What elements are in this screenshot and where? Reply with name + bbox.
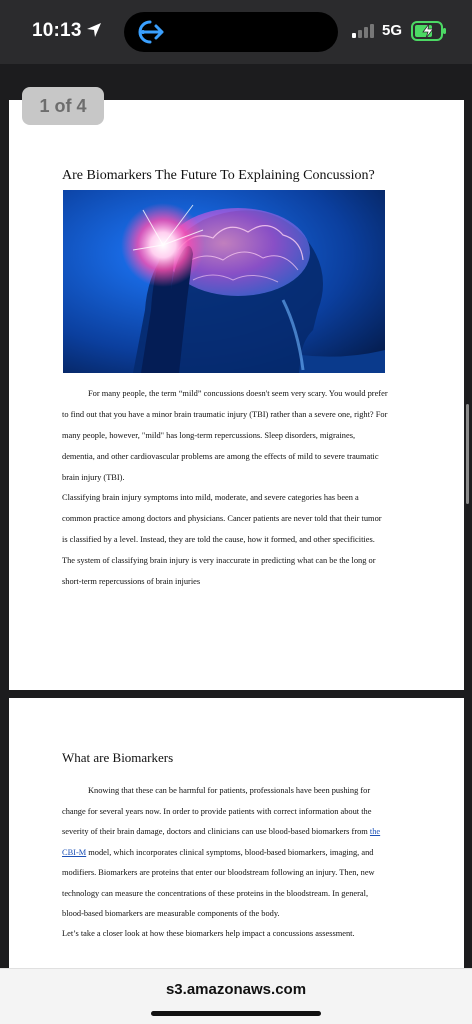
browser-address-bar[interactable]	[0, 968, 472, 1024]
section-heading: What are Biomarkers	[62, 750, 174, 765]
page-indicator: 1 of 4	[22, 87, 104, 125]
text-line: dementia, and other cardiovascular problems are among the effects of mild to severe traumatic	[62, 452, 379, 461]
document-page-2[interactable]	[9, 698, 464, 968]
url-text[interactable]: s3.amazonaws.com	[165, 981, 307, 998]
scrollbar-thumb[interactable]	[466, 404, 469, 504]
text-line: Classifying brain injury symptoms into mild, moderate, and severe categories has been a	[62, 493, 359, 502]
text-line: common practice among doctors and physicians. Cancer patients are never told that their tumor	[62, 514, 382, 523]
text-line: to find out that you have a minor brain traumatic injury (TBI) rather than a severe one, right? For	[62, 410, 388, 419]
battery-charging-icon	[411, 21, 447, 41]
text-line: brain injury (TBI).	[62, 473, 125, 482]
text-line: Let’s take a closer look at how these biomarkers help impact a concussions assessment.	[62, 929, 355, 938]
page-title: Are Biomarkers The Future To Explaining Concussion?	[62, 168, 375, 183]
cbi-m-link[interactable]: the	[369, 827, 381, 836]
brain-headache-image	[63, 190, 385, 373]
network-type: 5G	[382, 22, 403, 39]
text-line: Knowing that these can be harmful for patients, professionals have been pushing for	[88, 786, 371, 795]
text-line: short-term repercussions of brain injuries	[62, 577, 201, 586]
signal-icon	[352, 24, 376, 38]
clock-time: 10:13	[32, 20, 82, 41]
screen-share-icon[interactable]	[130, 18, 170, 46]
text-line: For many people, the term “mild” concussions doesn't seem very scary. You would prefer	[88, 389, 388, 398]
text-line: change for several years now. In order to provide patients with correct information about the	[62, 807, 372, 816]
text-line: technology can measure the concentrations of these proteins in the bloodstream. In general,	[62, 889, 369, 898]
text-line	[62, 848, 373, 857]
location-arrow-icon	[86, 22, 102, 38]
text-line: The system of classifying brain injury is very inaccurate in predicting what can be the long or	[62, 556, 376, 565]
home-indicator[interactable]	[151, 1011, 321, 1016]
text-line: many people, however, "mild" has long-term repercussions. Sleep disorders, migraines,	[62, 431, 356, 440]
document-page-1[interactable]	[9, 100, 464, 690]
text-span: severity of their brain damage, doctors and clinicians can use blood-based biomarkers from	[62, 827, 370, 836]
text-line: modifiers. Biomarkers are proteins that enter our bloodstream following an injury. Then, new	[62, 868, 375, 877]
status-bar	[0, 0, 472, 64]
text-line	[62, 827, 380, 836]
text-line: is classified by a level. Instead, they are told the cause, how it formed, and other specificities.	[62, 535, 375, 544]
cbi-m-link[interactable]: CBI-M	[62, 848, 87, 857]
pdf-viewer[interactable]	[0, 64, 472, 968]
text-span: model, which incorporates clinical symptoms, blood-based biomarkers, imaging, and	[86, 848, 374, 857]
text-line: blood-based biomarkers are measurable components of the body.	[62, 909, 280, 918]
